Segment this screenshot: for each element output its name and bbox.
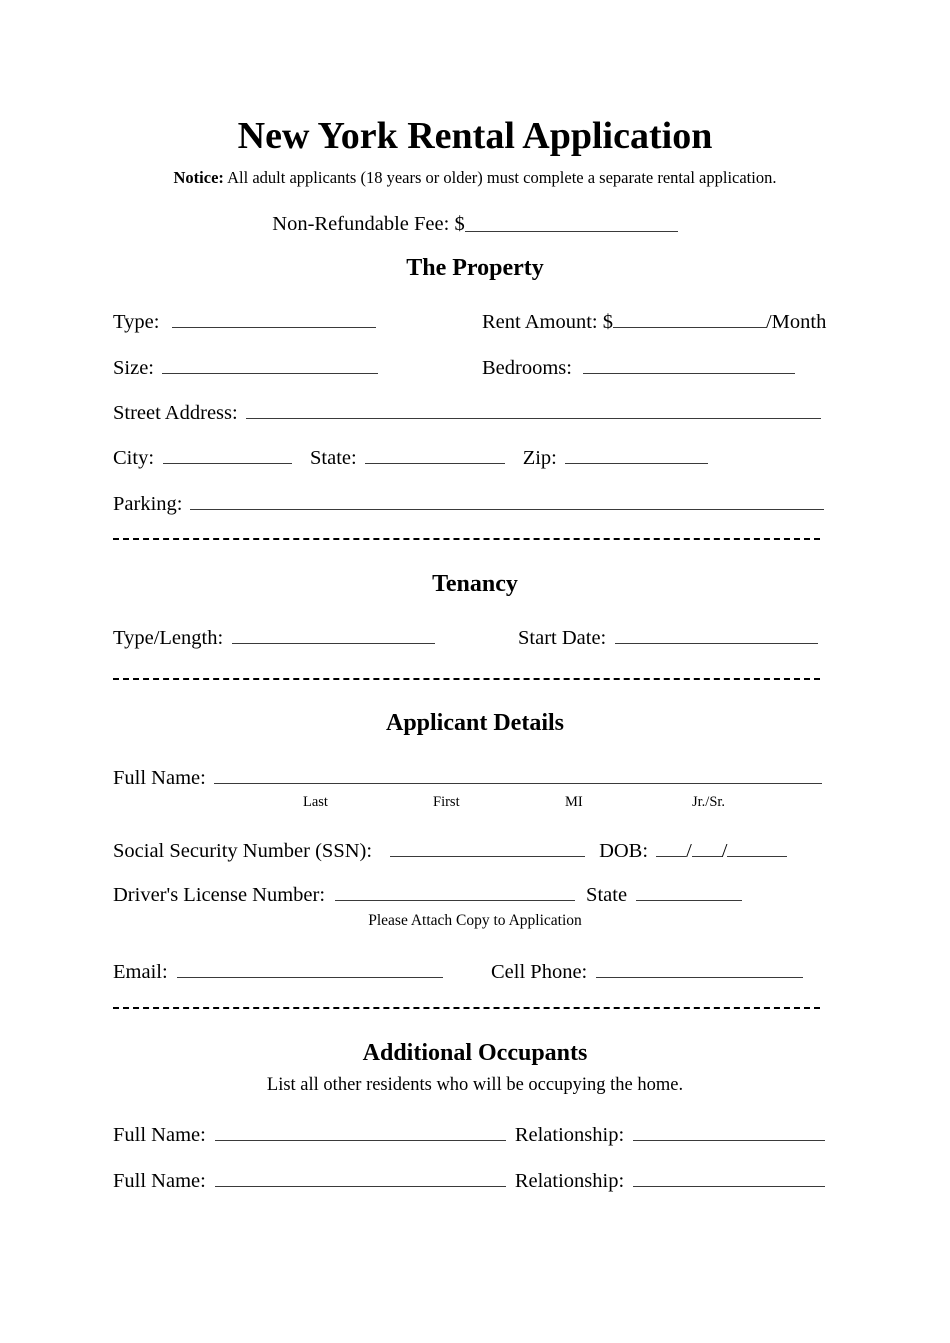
state-label: State:: [310, 446, 357, 469]
city-state-zip-row: [113, 441, 708, 470]
occupant-2-name-input[interactable]: [215, 1164, 506, 1187]
property-type-row: [113, 305, 376, 334]
drivers-license-row: [113, 878, 742, 907]
city-label: City:: [113, 446, 155, 469]
cell-phone-row: [491, 955, 803, 984]
zip-label: Zip:: [522, 446, 557, 469]
applicant-full-name-input[interactable]: [214, 761, 822, 784]
cell-phone-input[interactable]: [596, 955, 803, 978]
bedrooms-label: Bedrooms:: [482, 356, 572, 379]
occupant-2-relationship-label: Relationship:: [514, 1169, 625, 1192]
ssn-input[interactable]: [390, 834, 585, 857]
email-input[interactable]: [177, 955, 443, 978]
dob-month-input[interactable]: [656, 834, 686, 857]
zip-input[interactable]: [565, 441, 708, 464]
rent-amount-label: Rent Amount: $: [482, 310, 613, 333]
cell-phone-label: Cell Phone:: [491, 960, 588, 983]
property-size-row: [113, 351, 378, 380]
notice-body: All adult applicants (18 years or older) must complete a separate rental application.: [223, 168, 777, 187]
property-size-label: Size:: [113, 356, 154, 379]
license-state-input[interactable]: [636, 878, 742, 901]
rent-amount-suffix: /Month: [765, 310, 827, 333]
tenancy-type-length-row: [113, 621, 435, 650]
occupants-subtitle: List all other residents who will be occupying the home.: [266, 1075, 684, 1095]
dob-separator-1: /: [686, 839, 692, 862]
occupant-row-1: [113, 1118, 825, 1147]
street-address-label: Street Address:: [113, 401, 238, 424]
tenancy-start-date-label: Start Date:: [518, 626, 607, 649]
drivers-license-input[interactable]: [335, 878, 575, 901]
drivers-license-label: Driver's License Number:: [113, 883, 326, 906]
property-type-label: Type:: [113, 310, 160, 333]
bedrooms-row: [482, 351, 795, 380]
ssn-dob-row: [113, 834, 787, 863]
name-caption-first: First: [433, 794, 460, 810]
section-heading-tenancy: Tenancy: [432, 571, 518, 597]
section-heading-property: The Property: [406, 255, 544, 281]
occupant-1-relationship-input[interactable]: [633, 1118, 825, 1141]
parking-row: [113, 487, 824, 516]
dob-year-input[interactable]: [727, 834, 787, 857]
non-refundable-fee-row: [0, 209, 950, 236]
tenancy-type-length-label: Type/Length:: [113, 626, 224, 649]
dob-label: DOB:: [599, 839, 649, 862]
state-input[interactable]: [365, 441, 505, 464]
tenancy-start-date-row: [518, 621, 818, 650]
email-row: [113, 955, 443, 984]
bedrooms-input[interactable]: [583, 351, 795, 374]
section-divider-property: [113, 538, 820, 540]
parking-input[interactable]: [190, 487, 824, 510]
property-type-input[interactable]: [172, 305, 376, 328]
street-address-input[interactable]: [246, 396, 821, 419]
rent-amount-row: [482, 305, 826, 334]
tenancy-start-date-input[interactable]: [615, 621, 818, 644]
non-refundable-fee-label: Non-Refundable Fee: $: [272, 212, 465, 235]
city-input[interactable]: [163, 441, 292, 464]
rent-amount-input[interactable]: [613, 305, 766, 328]
parking-label: Parking:: [113, 492, 183, 515]
tenancy-type-length-input[interactable]: [232, 621, 435, 644]
name-caption-last: Last: [303, 794, 328, 810]
applicant-full-name-row: [113, 761, 822, 790]
street-address-row: [113, 396, 821, 425]
occupant-2-name-label: Full Name:: [113, 1169, 206, 1192]
page-title: New York Rental Application: [237, 115, 713, 157]
applicant-full-name-label: Full Name:: [113, 766, 206, 789]
non-refundable-fee-input[interactable]: [465, 209, 678, 232]
property-size-input[interactable]: [162, 351, 378, 374]
name-caption-mi: MI: [565, 794, 583, 810]
license-state-label: State: [586, 883, 628, 906]
occupant-1-name-label: Full Name:: [113, 1123, 206, 1146]
attach-copy-note: Please Attach Copy to Application: [368, 912, 582, 929]
occupant-2-relationship-input[interactable]: [633, 1164, 825, 1187]
section-divider-applicant: [113, 1007, 820, 1009]
occupant-row-2: [113, 1164, 825, 1193]
notice-label: Notice:: [173, 168, 224, 187]
dob-day-input[interactable]: [692, 834, 722, 857]
dob-separator-2: /: [721, 839, 728, 862]
occupant-1-name-input[interactable]: [215, 1118, 506, 1141]
section-heading-applicant: Applicant Details: [385, 710, 564, 736]
section-divider-tenancy: [113, 678, 820, 680]
email-label: Email:: [113, 960, 168, 983]
occupant-1-relationship-label: Relationship:: [514, 1123, 625, 1146]
section-heading-occupants: Additional Occupants: [362, 1040, 588, 1066]
name-caption-jrsr: Jr./Sr.: [692, 794, 726, 810]
ssn-label: Social Security Number (SSN):: [113, 839, 373, 862]
notice-text: [0, 168, 950, 188]
